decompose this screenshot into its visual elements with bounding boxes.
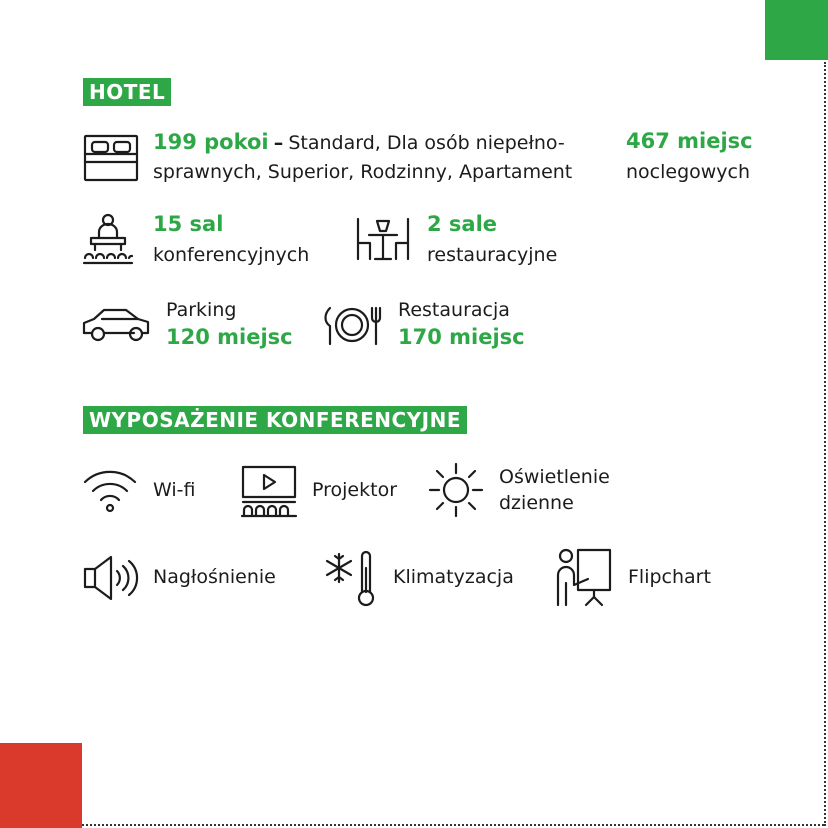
daylight-label-1: Oświetlenie	[499, 466, 610, 488]
restaurant-label: Restauracja	[398, 299, 510, 321]
dotted-border-bottom	[82, 824, 824, 826]
restaurant-rooms-value: 2 sale	[427, 212, 498, 236]
restaurant-value: 170 miejsc	[398, 325, 525, 349]
plate-cutlery-icon	[322, 304, 384, 346]
wifi-label: Wi-fi	[153, 479, 196, 501]
rooms-desc-1: Standard, Dla osób niepełno-	[288, 132, 565, 154]
air-conditioning-label: Klimatyzacja	[393, 566, 514, 588]
green-corner-block	[765, 0, 828, 60]
rooms-count: 199 pokoi	[153, 130, 269, 154]
conference-audience-icon	[82, 212, 134, 266]
wifi-icon	[82, 466, 138, 514]
rooms-line-1	[153, 129, 565, 158]
sound-system-label: Nagłośnienie	[153, 566, 276, 588]
snowflake-thermometer-icon	[322, 548, 380, 608]
daylight-label-2: dzienne	[499, 492, 574, 514]
equipment-section-title: WYPOSAŻENIE KONFERENCYJNE	[83, 406, 467, 434]
flipchart-icon	[552, 547, 614, 607]
speaker-icon	[82, 554, 140, 602]
parking-value: 120 miejsc	[166, 325, 293, 349]
beds-label: noclegowych	[626, 161, 751, 183]
beds-value: 467 miejsc	[626, 129, 753, 153]
projector-label: Projektor	[312, 479, 397, 501]
rooms-dash: –	[273, 132, 284, 154]
dotted-border-right	[824, 62, 826, 826]
dining-table-icon	[355, 215, 411, 261]
parking-label: Parking	[166, 299, 237, 321]
conference-rooms-value: 15 sal	[153, 212, 224, 236]
red-corner-block	[0, 743, 82, 828]
car-icon	[80, 303, 152, 345]
flipchart-label: Flipchart	[628, 566, 711, 588]
projector-icon	[240, 464, 298, 518]
rooms-desc-2: sprawnych, Superior, Rodzinny, Apartament	[153, 161, 573, 183]
restaurant-rooms-label: restauracyjne	[427, 244, 558, 266]
conference-rooms-label: konferencyjnych	[153, 244, 310, 266]
bed-icon	[82, 132, 140, 184]
hotel-section-title: HOTEL	[83, 78, 171, 106]
sun-icon	[428, 462, 484, 518]
